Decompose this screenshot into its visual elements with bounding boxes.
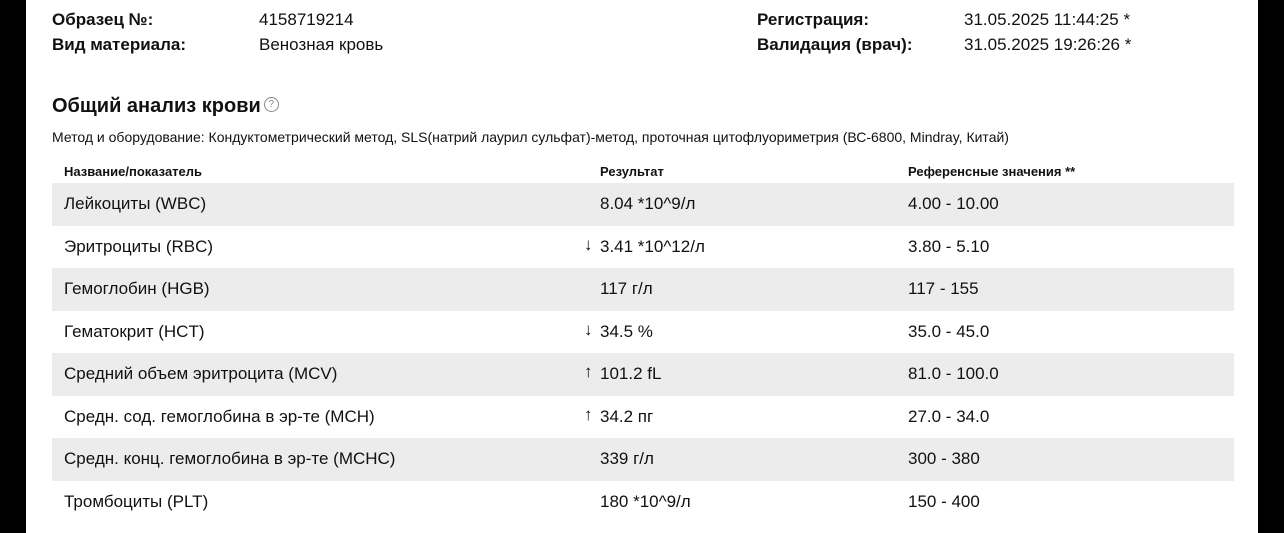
material-value: Венозная кровь <box>259 35 384 54</box>
row-reference: 4.00 - 10.00 <box>908 194 999 213</box>
validation-label: Валидация (врач): <box>757 35 913 54</box>
column-header-name: Название/показатель <box>64 164 203 179</box>
arrow-down-icon: ↓ <box>584 234 593 254</box>
row-name: Средн. сод. гемоглобина в эр-те (MCH) <box>64 406 375 426</box>
registration-value: 31.05.2025 11:44:25 * <box>964 10 1131 29</box>
method-description: Метод и оборудование: Кондуктометрический метод, SLS(натрий лаурил сульфат)-метод, проточная цитофлуориметрия (ВС-6800, Mindray, Китай) <box>52 129 1009 145</box>
row-name: Эритроциты (RBC) <box>64 236 214 256</box>
row-result: 180 *10^9/л <box>600 491 691 511</box>
table-row <box>52 396 1234 439</box>
table-row <box>52 438 1234 481</box>
validation-value: 31.05.2025 19:26:26 * <box>964 35 1132 54</box>
table-row <box>52 311 1234 354</box>
row-reference: 81.0 - 100.0 <box>908 364 999 383</box>
row-result: 339 г/л <box>600 449 654 468</box>
table-row <box>52 183 1234 226</box>
row-reference: 3.80 - 5.10 <box>908 236 990 256</box>
table-row <box>52 353 1234 396</box>
results-table <box>52 183 1234 523</box>
row-name: Лейкоциты (WBC) <box>64 194 207 213</box>
row-result: 34.2 пг <box>600 406 654 426</box>
registration-label: Регистрация: <box>757 10 870 29</box>
row-result: 34.5 % <box>600 321 653 341</box>
report-page <box>26 0 1258 533</box>
table-header <box>52 160 1234 182</box>
sample-number-value: 4158719214 <box>259 10 354 29</box>
section-title-text: Общий анализ крови <box>52 95 261 117</box>
row-result: 8.04 *10^9/л <box>600 194 696 213</box>
column-header-reference: Референсные значения ** <box>908 164 1076 179</box>
row-result: 101.2 fL <box>600 364 662 383</box>
row-result: 3.41 *10^12/л <box>600 236 705 256</box>
row-result: 117 г/л <box>600 279 653 298</box>
column-header-result: Результат <box>600 164 664 179</box>
row-name: Средний объем эритроцита (MCV) <box>64 364 338 383</box>
row-reference: 35.0 - 45.0 <box>908 321 990 341</box>
row-reference: 150 - 400 <box>908 491 980 511</box>
row-name: Гемоглобин (HGB) <box>64 279 210 298</box>
arrow-up-icon: ↑ <box>584 362 593 381</box>
row-reference: 300 - 380 <box>908 449 980 468</box>
row-reference: 27.0 - 34.0 <box>908 406 990 426</box>
table-row <box>52 481 1234 524</box>
sample-number-label: Образец №: <box>52 10 154 29</box>
arrow-down-icon: ↓ <box>584 319 593 339</box>
question-circle-icon[interactable]: ? <box>264 97 279 112</box>
table-row <box>52 268 1234 311</box>
material-label: Вид материала: <box>52 35 187 54</box>
section-title <box>52 95 279 118</box>
table-row <box>52 226 1234 269</box>
row-name: Гематокрит (HCT) <box>64 321 205 341</box>
row-name: Средн. конц. гемоглобина в эр-те (MCHC) <box>64 449 396 468</box>
arrow-up-icon: ↑ <box>584 404 593 424</box>
row-reference: 117 - 155 <box>908 279 979 298</box>
row-name: Тромбоциты (PLT) <box>64 491 209 511</box>
